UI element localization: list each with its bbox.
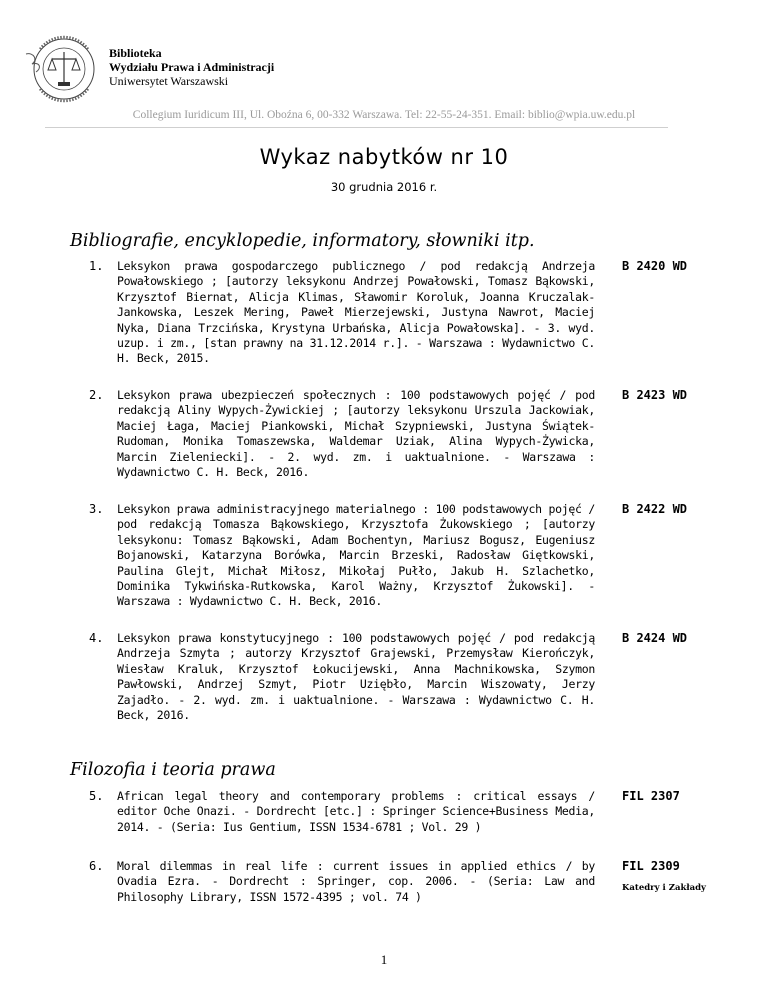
entry-signature: FIL 2307 [622, 789, 680, 803]
institution-name [109, 46, 274, 88]
entry-description: Leksykon prawa konstytucyjnego : 100 podstawowych pojęć / pod redakcją Andrzeja Szmyta ; autorzy Krzysztof Grajewski, Przemysław Kierończyk, Wiesław Kraluk, Krzysztof Łokucijewski, Anna Machnikowska, Szymon Pawłowski, Andrzej Szmyt, Piotr Uziębło, Marcin Wiszowaty, Jerzy Zajadło. - 2. wyd. zm. i uaktualnione. - Warszawa : Wydawnictwo C. H. Beck, 2016. [117, 631, 595, 723]
entry-description: Leksykon prawa administracyjnego materialnego : 100 podstawowych pojęć / pod redakcją Tomasza Bąkowskiego, Krzysztofa Żukowskiego ; [autorzy leksykonu: Tomasz Bąkowski, Adam Bochentyn, Mariusz Bogusz, Eugeniusz Bojanowski, Katarzyna Borówka, Marcin Brzeski, Radosław Giętkowski, Paulina Glejt, Michał Miłosz, Mikołaj Pułło, Jakub H. Szlachetko, Dominika Tykwińska-Rutkowska, Karol Ważny, Krzysztof Żukowski]. - Warszawa : Wydawnictwo C. H. Beck, 2016. [117, 502, 595, 609]
document-date: 30 grudnia 2016 r. [330, 180, 438, 194]
header-divider [45, 127, 668, 128]
section-title-bibliografie: Bibliografie, encyklopedie, informatory, słowniki itp. [70, 231, 535, 251]
entry-location-note: Katedry i Zakłady [622, 883, 706, 893]
institution-line-library: Biblioteka [109, 46, 162, 60]
entry-description: Leksykon prawa gospodarczego publicznego / pod redakcją Andrzeja Powałowskiego ; [autorzy leksykonu Andrzej Powałowski, Tomasz Bąkowski, Krzysztof Biernat, Alicja Klimas, Sławomir Koroluk, Joanna Kruczalak-Jankowska, Leszek Mering, Paweł Mierzejewski, Justyna Nawrot, Maciej Nyka, Diana Trzcińska, Krystyna Urbańska, Alicja Powałowska]. - 3. wyd. uzup. i zm., [stan prawny na 31.12.2014 r.]. - Warszawa : Wydawnictwo C. H. Beck, 2015. [117, 259, 595, 366]
entry-number: 2. [89, 388, 104, 402]
entry-description: Leksykon prawa ubezpieczeń społecznych : 100 podstawowych pojęć / pod redakcją Aliny Wypych-Żywickiej ; [autorzy leksykonu Urszula Jackowiak, Maciej Łaga, Maciej Piankowski, Michał Szypniewski, Justyna Świątek-Rudoman, Monika Tomaszewska, Waldemar Uziak, Alina Wypych-Żywicka, Marcin Zieleniecki]. - 2. wyd. zm. i uaktualnione. - Warszawa : Wydawnictwo C. H. Beck, 2016. [117, 388, 595, 480]
entry-number: 3. [89, 502, 104, 516]
entry-number: 4. [89, 631, 104, 645]
institution-line-university: Uniwersytet Warszawski [109, 74, 229, 88]
university-seal-logo [20, 34, 98, 104]
entry-number: 5. [89, 789, 104, 803]
page-number: 1 [380, 952, 388, 967]
document-title: Wykaz nabytków nr 10 [259, 145, 509, 169]
section-title-filozofia: Filozofia i teoria prawa [70, 760, 276, 780]
contact-address: Collegium Iuridicum III, Ul. Oboźna 6, 00-332 Warszawa. Tel: 22-55-24-351. Email: biblio@wpia.uw.edu.pl [132, 109, 636, 121]
entry-number: 6. [89, 859, 104, 873]
entry-signature: B 2422 WD [622, 502, 688, 516]
entry-description: Moral dilemmas in real life : current issues in applied ethics / by Ovadia Ezra. - Dordrecht : Springer, cop. 2006. - (Seria: Law and Philosophy Library, ISSN 1572-4395 ; vol. 74 ) [117, 859, 595, 904]
entry-description: African legal theory and contemporary problems : critical essays / editor Oche Onazi. - Dordrecht [etc.] : Springer Science+Business Media, 2014. - (Seria: Ius Gentium, ISSN 1534-6781 ; Vol. 29 ) [117, 789, 595, 834]
entry-number: 1. [89, 259, 104, 273]
letterhead [20, 34, 748, 104]
entry-signature: B 2424 WD [622, 631, 688, 645]
entry-signature: FIL 2309 [622, 859, 680, 873]
entry-signature: B 2420 WD [622, 259, 688, 273]
entry-signature: B 2423 WD [622, 388, 688, 402]
institution-line-faculty: Wydziału Prawa i Administracji [109, 60, 275, 74]
